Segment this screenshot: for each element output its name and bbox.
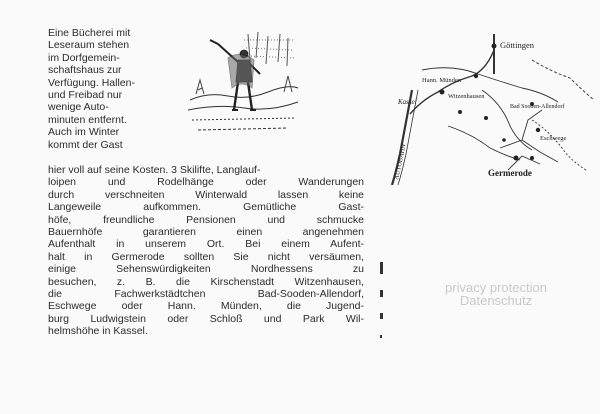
text-line: minuten entfernt. xyxy=(48,113,127,126)
text-line: Eine Bücherei mit xyxy=(48,27,131,39)
watermark-line: privacy protection xyxy=(445,280,547,295)
text-line: burg Ludwigstein oder Schloß und Park Wil- xyxy=(48,312,364,325)
text-line: und Freibad nur xyxy=(48,89,123,102)
map-label-germerode: Germerode xyxy=(488,168,532,178)
hiker-illustration xyxy=(188,30,300,134)
main-text-block xyxy=(48,164,364,338)
intro-text-block xyxy=(48,27,183,151)
text-line: Bauernhöfe garantieren einen angenehmen xyxy=(48,226,364,239)
watermark-line: Datenschutz xyxy=(459,293,533,308)
map-label-kassel: Kassel xyxy=(398,98,417,106)
map-label-witzenhausen: Witzenhausen xyxy=(448,93,485,100)
text-line: im Dorfgemein- xyxy=(48,51,120,64)
map-label-eschwege: Eschwege xyxy=(540,135,567,142)
text-line: besuchen, z. B. die Kirschenstadt Witzenhausen, xyxy=(48,275,364,288)
text-line: höfe, freundliche Pensionen und schmucke xyxy=(48,213,364,226)
text-line: Verfügung. Hallen- xyxy=(48,76,135,89)
text-line: schaftshaus zur xyxy=(48,64,122,77)
text-line: kommt der Gast xyxy=(48,138,123,151)
text-line: helmshöhe in Kassel. xyxy=(48,325,148,338)
text-line: durch verschneiten Winterwald lassen keine xyxy=(48,188,364,201)
edge-mark xyxy=(380,313,383,319)
text-line: Auch im Winter xyxy=(48,126,120,139)
map-label-hann-muenden: Hann. Münden xyxy=(422,77,461,84)
edge-marks xyxy=(380,262,390,342)
text-line: Langeweile aufkommen. Gemütliche Gast- xyxy=(48,201,364,214)
text-line: einige Sehenswürdigkeiten Nordhessens zu xyxy=(48,263,364,276)
text-line: Aufenthalt in unserem Ort. Bei einem Aufent- xyxy=(48,238,364,251)
edge-mark xyxy=(380,335,382,338)
text-line: die Fachwerkstädtchen Bad-Sooden-Allendorf, xyxy=(48,288,364,301)
text-line: Leseraum stehen xyxy=(48,39,130,52)
text-line: hier voll auf seine Kosten. 3 Skilifte, Langlauf- xyxy=(48,164,261,176)
region-map xyxy=(382,30,595,185)
text-line: halt in Germerode sollten Sie nicht versäumen, xyxy=(48,250,364,263)
text-line: loipen und Rodelhänge oder Wanderungen xyxy=(48,176,364,189)
text-line: Eschwege oder Hann. Münden, die Jugend- xyxy=(48,300,364,313)
map-label-autobahn: AUTOBAHN xyxy=(393,143,408,181)
text-line: wenige Auto- xyxy=(48,101,109,114)
map-label-goettingen: Göttingen xyxy=(500,40,534,50)
map-label-bad-sooden: Bad Sooden-Allendorf xyxy=(510,104,565,110)
edge-mark xyxy=(380,262,383,274)
edge-mark xyxy=(380,290,383,297)
privacy-watermark xyxy=(416,281,576,307)
